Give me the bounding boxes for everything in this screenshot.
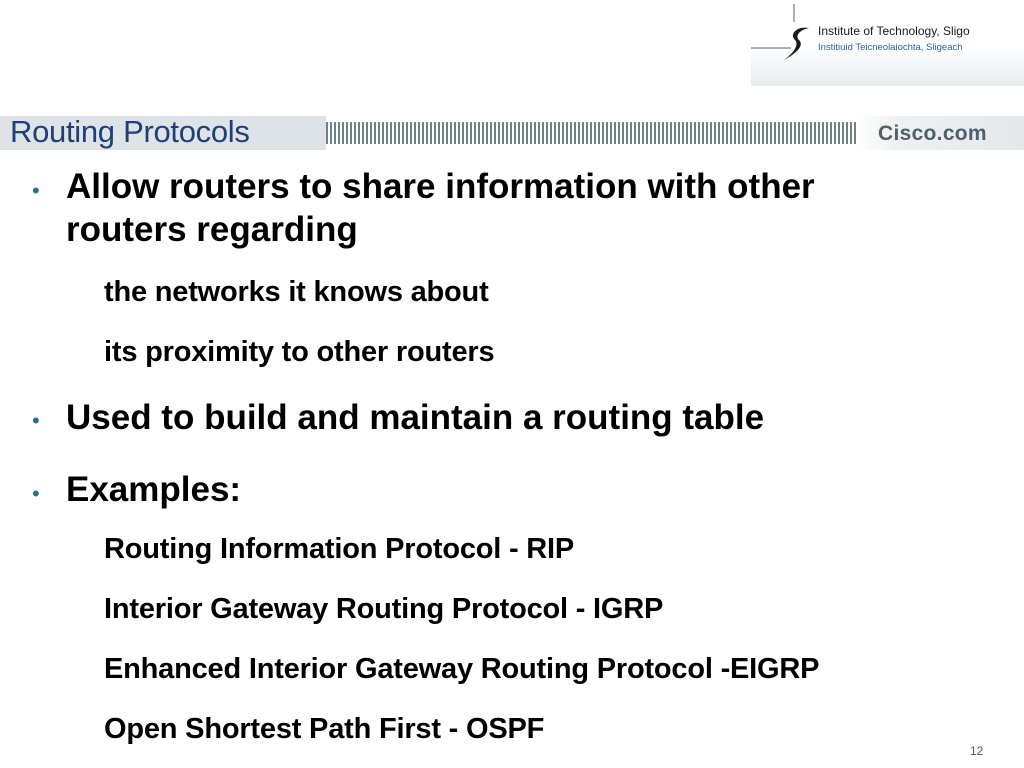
- bullet-marker: •: [32, 178, 40, 203]
- bullet-1-line-1: Allow routers to share information with other: [66, 167, 815, 206]
- cisco-logo: Cisco.com: [878, 122, 987, 145]
- sub-bullet: Enhanced Interior Gateway Routing Protocol -EIGRP: [104, 653, 820, 685]
- title-stripe-decoration: [326, 122, 856, 144]
- bullet-1-line-2: routers regarding: [66, 210, 358, 249]
- sub-bullet: the networks it knows about: [104, 276, 489, 308]
- slide-title: Routing Protocols: [10, 114, 250, 149]
- bullet-3-line-1: Examples:: [66, 470, 242, 509]
- sub-bullet: Interior Gateway Routing Protocol - IGRP: [104, 593, 664, 625]
- bullet-2-line-1: Used to build and maintain a routing table: [66, 398, 765, 437]
- sub-bullet: Open Shortest Path First - OSPF: [104, 713, 545, 745]
- bullet-marker: •: [32, 408, 40, 433]
- sub-bullet: its proximity to other routers: [104, 336, 495, 368]
- institute-name: Institute of Technology, Sligo: [818, 24, 970, 38]
- institute-name-irish: Institiuid Teicneolaiochta, Sligeach: [818, 42, 963, 53]
- page-number: 12: [970, 744, 984, 758]
- bullet-marker: •: [32, 481, 40, 506]
- institute-logo: [751, 0, 1024, 86]
- sub-bullet: Routing Information Protocol - RIP: [104, 533, 575, 565]
